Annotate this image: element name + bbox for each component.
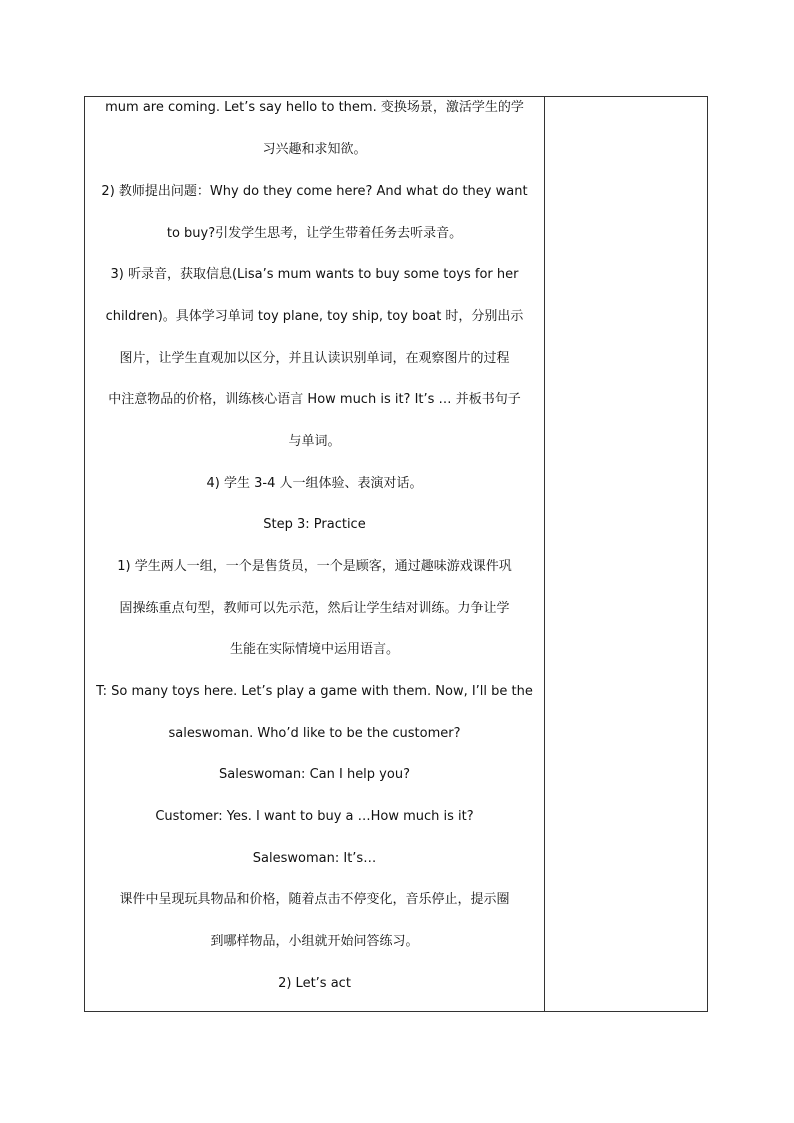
text-line: mum are coming. Let’s say hello to them. 变换场景，激活学生的学 [105, 100, 524, 115]
text-line: 4) 学生 3-4 人一组体验、表演对话。 [206, 476, 423, 491]
text-line: T: So many toys here. Let’s play a game with them. Now, I’ll be the [96, 684, 533, 699]
dialogue-line: Saleswoman: Can I help you? [219, 767, 410, 782]
text-line: 图片，让学生直观加以区分，并且认读识别单词，在观察图片的过程 [119, 351, 510, 366]
text-line: 3) 听录音，获取信息(Lisa’s mum wants to buy some toys for her [110, 267, 519, 282]
text-line: 习兴趣和求知欲。 [262, 142, 367, 157]
text-line: 与单词。 [288, 434, 341, 449]
dialogue-line: Saleswoman: It’s… [252, 851, 377, 866]
text-line: saleswoman. Who’d like to be the customer? [168, 726, 461, 741]
text-line: 中注意物品的价格，训练核心语言 How much is it? It’s … 并板书句子 [108, 392, 521, 407]
text-line: 固操练重点句型，教师可以先示范，然后让学生结对训练。力争让学 [119, 601, 510, 616]
text-line: 到哪样物品，小组就开始问答练习。 [210, 934, 419, 949]
lesson-plan-table [84, 96, 708, 1012]
text-line: 课件中呈现玩具物品和价格，随着点击不停变化，音乐停止，提示圈 [119, 892, 510, 907]
text-line: 2) 教师提出问题：Why do they come here? And what do they want [101, 184, 528, 199]
teaching-process-cell [85, 97, 545, 1011]
text-line: 生能在实际情境中运用语言。 [229, 642, 399, 657]
dialogue-line: Customer: Yes. I want to buy a …How much is it? [155, 809, 474, 824]
notes-cell [545, 97, 707, 1011]
text-line: 1) 学生两人一组，一个是售货员，一个是顾客，通过趣味游戏课件巩 [117, 559, 512, 574]
text-line: 2) Let’s act [278, 976, 351, 991]
text-line: to buy?引发学生思考，让学生带着任务去听录音。 [166, 226, 463, 241]
text-line: children)。具体学习单词 toy plane, toy ship, toy boat 时，分别出示 [105, 309, 524, 324]
section-heading: Step 3: Practice [263, 517, 366, 532]
